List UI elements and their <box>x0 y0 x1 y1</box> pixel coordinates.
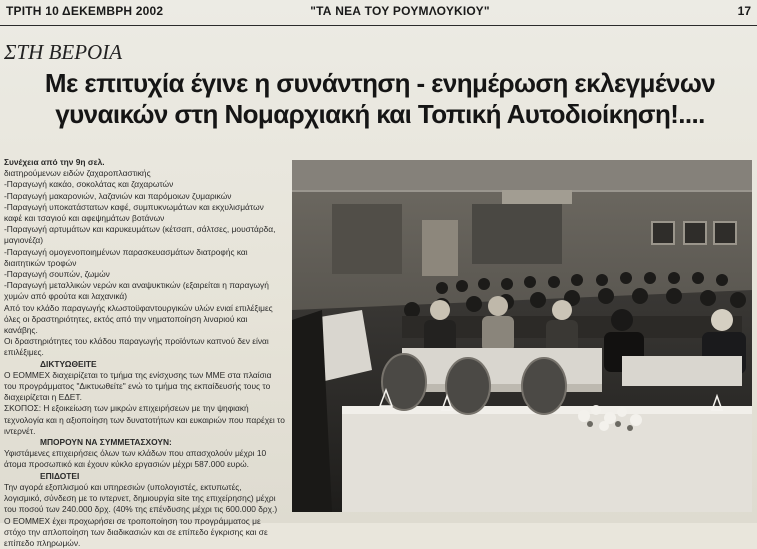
body-line: διαχειρίζεται η ΕΔΕΤ. <box>4 392 82 403</box>
article-kicker: ΣΤΗ ΒΕΡΟΙΑ <box>4 40 123 64</box>
continued-note: Συνέχεια από την 9η σελ. <box>4 157 105 167</box>
body-line: Οι δραστηριότητες του κλάδου παραγωγής προϊόντων καπνού δεν είναι <box>4 336 269 347</box>
body-line: του ποσού των 240.000 δρχ. (40% της επένδυσης μέχρι τις 600.000 δρχ.) <box>4 504 278 515</box>
body-line: επίπεδο πληρωμών. <box>4 537 81 548</box>
body-line: ΣΚΟΠΟΣ: Η εξοικείωση των μικρών επιχειρήσεων με την ψηφιακή <box>4 403 249 414</box>
body-line: -Παραγωγή σουπών, ζωμών <box>4 269 110 280</box>
body-line: Ο ΕΟΜΜΕΧ έχει προχωρήσει σε τροποποίηση του προγράμματος με <box>4 515 261 526</box>
page-number: 17 <box>737 4 751 18</box>
body-line: Υφιστάμενες επιχειρήσεις όλων των κλάδων που απασχολούν μέχρι 10 <box>4 448 267 459</box>
body-line: στόχο την απλοποίηση των διαδικασιών και σε επίπεδο έγκρισης και σε <box>4 526 268 537</box>
headline-line-2: γυναικών στη Νομαρχιακή και Τοπική Αυτοδιοίκηση!.... <box>55 99 705 129</box>
body-line: -Παραγωγή υποκατάστατων καφέ, συμπυκνωμάτων και εκχυλισμάτων <box>4 201 264 212</box>
event-photo-drawing <box>292 160 752 512</box>
body-line: επιλέξιμες. <box>4 347 44 358</box>
body-line: Από τον κλάδο παραγωγής κλωστοϋφαντουργικών υλών ενιαί επιλέξιμες <box>4 302 273 313</box>
body-line: άτομα προσωπικό και έχουν κύκλο εργασιών μέχρι 587.000 ευρώ. <box>4 459 250 470</box>
newspaper-name: "ΤΑ ΝΕΑ ΤΟΥ ΡΟΥΜΛΟΥΚΙΟΥ" <box>310 4 490 18</box>
body-line: του προγράμματος "Δικτυωθείτε" ενώ το τμήμα της εκπαίδευσής τους το <box>4 381 271 392</box>
article-headline <box>20 68 740 130</box>
issue-date: ΤΡΙΤΗ 10 ΔΕΚΕΜΒΡΗ 2002 <box>6 4 164 18</box>
body-line: Την αγορά εξοπλισμού και υπηρεσιών (υπολογιστές, εκτυπωτές, <box>4 481 242 492</box>
body-line: -Παραγωγή μακαρονιών, λαζανιών και παρόμοιων ζυμαρικών <box>4 190 232 201</box>
header-rule <box>0 25 757 26</box>
body-line: -Παραγωγή αρτυμάτων και καρυκευμάτων (κέτσαπ, σάλτσες, μουστάρδα, <box>4 224 276 235</box>
section-title: ΔΙΚΤΥΩΘΕΙΤΕ <box>40 358 97 369</box>
body-line: λογισμικό, σύνδεση με το ιντερνετ, δημιουργία site της επιχείρησης) μέχρι <box>4 493 276 504</box>
body-line: καφέ και τσαγιού και αφεψημάτων βοτάνων <box>4 213 165 224</box>
body-line: -Παραγωγή κακάο, σοκολάτας και ζαχαρωτών <box>4 179 174 190</box>
body-line: -Παραγωγή ομογενοποιημένων παρασκευασμάτων διατροφής και <box>4 246 248 257</box>
body-line: μαγιονέζα) <box>4 235 44 246</box>
event-photo <box>292 160 752 512</box>
body-line: χυμών από φρούτα και λαχανικά) <box>4 291 128 302</box>
headline-line-1: Με επιτυχία έγινε η συνάντηση - ενημέρωση εκλεγμένων <box>44 68 716 98</box>
article-body <box>4 157 286 548</box>
body-line: ιντερνέτ. <box>4 425 36 436</box>
body-line: κανάβης. <box>4 325 38 336</box>
body-line: διατηρούμενων ειδών ζαχαροπλαστικής <box>4 168 151 179</box>
body-line: τεχνολογία και η αξιοποίηση των δυνατοτήτων και ευκαιριών που παρέχει το <box>4 414 285 425</box>
section-title: ΕΠΙΔΟΤΕΙ <box>40 470 80 481</box>
body-line: -Παραγωγή μεταλλικών νερών και αναψυκτικών (εξαιρείται η παραγωγή <box>4 280 269 291</box>
body-line: διαιτητικών τροφών <box>4 257 77 268</box>
body-line: όλες οι δραστηριότητες, εκτός από την νηματοποίηση λιναριού και <box>4 313 248 324</box>
page-header <box>0 0 757 26</box>
section-title: ΜΠΟΡΟΥΝ ΝΑ ΣΥΜΜΕΤΑΣΧΟΥΝ: <box>40 437 172 448</box>
body-line: Ο ΕΟΜΜΕΧ διαχειρίζεται το τμήμα της ενίσχυσης των ΜΜΕ στα πλαίσια <box>4 369 272 380</box>
